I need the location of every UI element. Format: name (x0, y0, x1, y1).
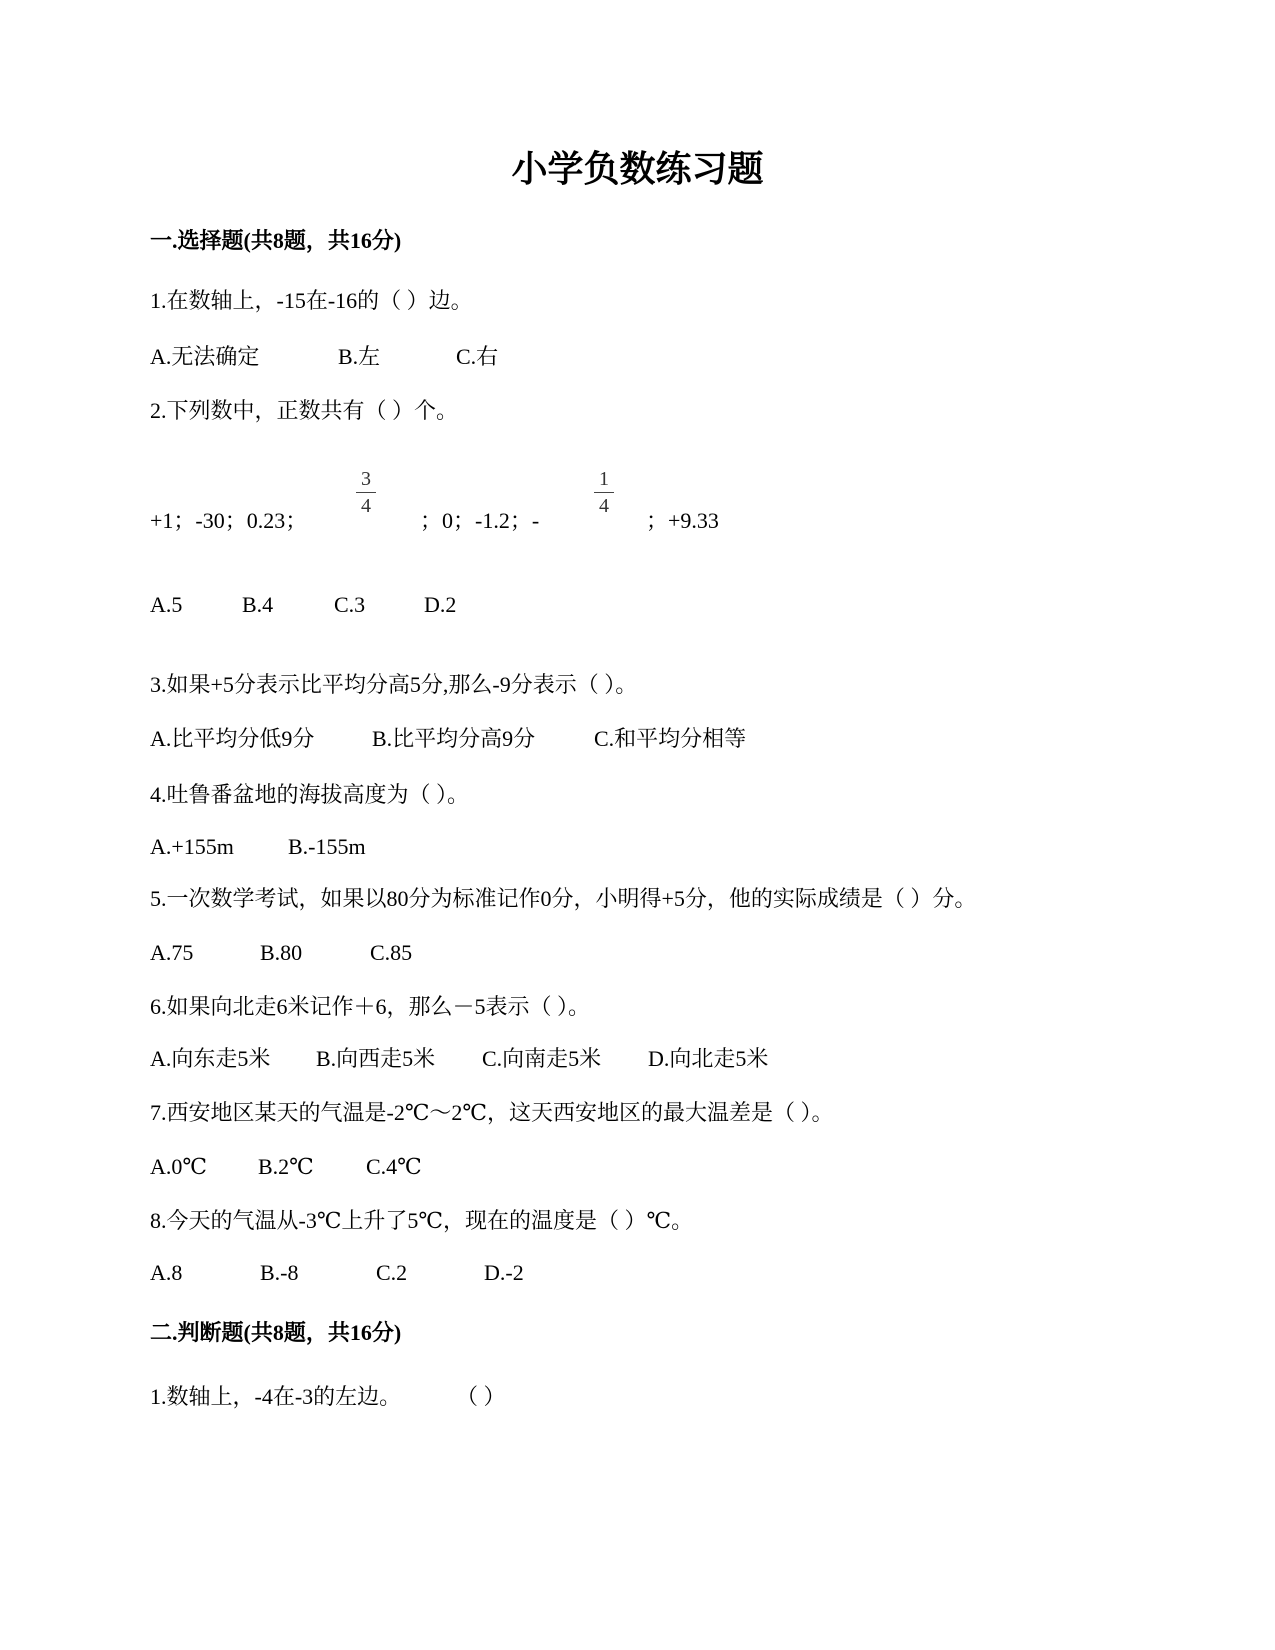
option-c: C.和平均分相等 (594, 726, 747, 751)
answer-blank: （ ） (456, 1384, 506, 1409)
option-b: B.80 (260, 940, 303, 965)
option-c: C.向南走5米 (482, 1046, 602, 1071)
option-a: A.+155m (150, 834, 234, 859)
question-2-stem: 2.下列数中，正数共有（ ）个。 (150, 398, 459, 423)
option-b: B.向西走5米 (316, 1046, 436, 1071)
option-a: A.向东走5米 (150, 1046, 271, 1071)
question-7-options (150, 1152, 422, 1182)
question-7-stem: 7.西安地区某天的气温是-2℃～2℃，这天西安地区的最大温差是（ ）。 (150, 1100, 834, 1125)
option-c: C.3 (334, 592, 366, 617)
page-title: 小学负数练习题 (511, 149, 764, 189)
option-c: C.85 (370, 940, 413, 965)
option-c: C.2 (376, 1260, 408, 1285)
option-c: C.4℃ (366, 1154, 422, 1179)
option-d: D.-2 (484, 1260, 524, 1285)
option-a: A.无法确定 (150, 344, 260, 369)
question-4-options (150, 832, 366, 862)
question-5-stem: 5.一次数学考试，如果以80分为标准记作0分，小明得+5分，他的实际成绩是（ ）分。 (150, 886, 977, 911)
number-list-part-2: ；0；-1.2；- (420, 508, 540, 533)
question-6-stem: 6.如果向北走6米记作＋6，那么－5表示（ ）。 (150, 994, 591, 1019)
question-2-options (150, 590, 456, 620)
option-b: B.比平均分高9分 (372, 726, 536, 751)
question-3-options (150, 724, 746, 754)
fraction-three-quarters (356, 468, 376, 517)
option-a: A.75 (150, 940, 194, 965)
question-5-options (150, 938, 412, 968)
option-b: B.左 (338, 344, 381, 369)
fraction-numerator: 3 (361, 468, 371, 490)
section-heading-judgement: 二.判断题(共8题，共16分) (150, 1320, 402, 1345)
number-list-part-1: +1；-30；0.23； (150, 508, 308, 533)
option-d: D.2 (424, 592, 457, 617)
option-b: B.-8 (260, 1260, 299, 1285)
fraction-numerator: 1 (599, 468, 609, 490)
fraction-denominator: 4 (599, 495, 609, 517)
fraction-one-quarter (594, 468, 614, 517)
option-a: A.0℃ (150, 1154, 207, 1179)
option-a: A.比平均分低9分 (150, 726, 315, 751)
section-heading-choice: 一.选择题(共8题，共16分) (150, 228, 402, 253)
question-4-stem: 4.吐鲁番盆地的海拔高度为（ ）。 (150, 782, 470, 807)
judgement-1-stem: 1.数轴上，-4在-3的左边。 (150, 1384, 402, 1409)
judgement-1 (150, 1382, 506, 1412)
question-8-options (150, 1258, 524, 1288)
question-8-stem: 8.今天的气温从-3℃上升了5℃，现在的温度是（ ）℃。 (150, 1208, 694, 1233)
fraction-denominator: 4 (361, 495, 371, 517)
question-1-stem: 1.在数轴上，-15在-16的（ ）边。 (150, 288, 473, 313)
question-1-options (150, 342, 498, 372)
option-b: B.2℃ (258, 1154, 314, 1179)
question-6-options (150, 1044, 768, 1074)
option-a: A.5 (150, 592, 183, 617)
option-b: B.4 (242, 592, 274, 617)
option-a: A.8 (150, 1260, 183, 1285)
option-d: D.向北走5米 (648, 1046, 769, 1071)
number-list-part-3: ；+9.33 (646, 508, 719, 533)
question-3-stem: 3.如果+5分表示比平均分高5分,那么-9分表示（ ）。 (150, 672, 638, 697)
option-c: C.右 (456, 344, 499, 369)
option-b: B.-155m (288, 834, 366, 859)
